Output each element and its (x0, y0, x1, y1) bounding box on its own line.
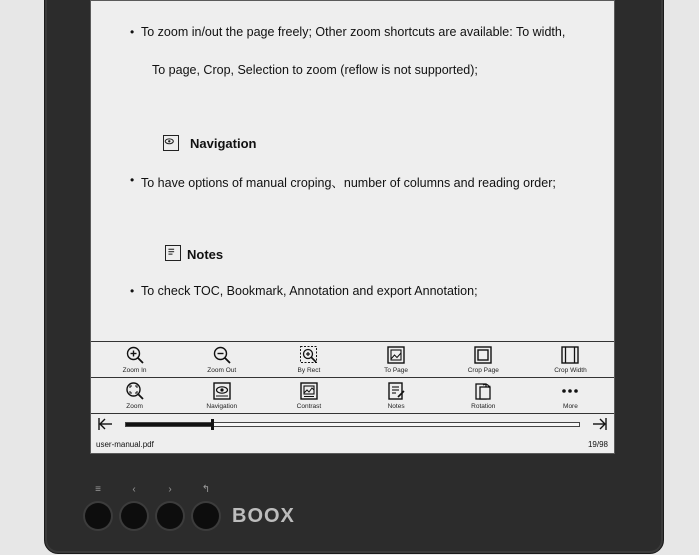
crop-page-label: Crop Page (467, 367, 499, 374)
navigation-button[interactable] (178, 378, 265, 413)
zoom-out-icon (212, 345, 232, 365)
main-toolbar (91, 377, 614, 413)
page-indicator: 19/98 (587, 440, 608, 449)
contrast-button[interactable] (265, 378, 352, 413)
crop-page-button[interactable] (440, 342, 527, 377)
crop-width-button[interactable] (527, 342, 614, 377)
menu-button[interactable] (85, 503, 111, 529)
progress-row (91, 413, 614, 435)
heading-navigation: Navigation (190, 136, 257, 151)
back-glyph: ↰ (201, 484, 211, 495)
zoom-in-button[interactable] (91, 342, 178, 377)
next-glyph: › (168, 484, 172, 495)
first-page-icon[interactable] (97, 417, 113, 434)
contrast-icon (299, 381, 319, 401)
page-progress-slider[interactable] (125, 422, 580, 427)
zoom-out-button[interactable] (178, 342, 265, 377)
bullet-zoom: • To zoom in/out the page freely; Other zoom shortcuts are available: To width, (141, 25, 565, 39)
to-page-button[interactable] (353, 342, 440, 377)
boox-logo: BOOX (232, 505, 295, 527)
more-label: More (563, 403, 578, 410)
next-button[interactable] (157, 503, 183, 529)
crop-width-icon (560, 345, 580, 365)
zoom-button[interactable] (91, 378, 178, 413)
navigation-icon (212, 381, 232, 401)
to-page-label: To Page (384, 367, 409, 374)
zoom-label: Zoom (126, 403, 143, 410)
file-name: user-manual.pdf (96, 440, 154, 449)
bullet-zoom-continued: To page, Crop, Selection to zoom (reflow is not supported); (152, 63, 478, 77)
status-bar (91, 437, 614, 454)
rotation-icon (473, 381, 493, 401)
progress-fill (126, 423, 212, 426)
progress-knob[interactable] (211, 419, 214, 430)
heading-notes: Notes (187, 247, 224, 262)
notes-button[interactable] (353, 378, 440, 413)
navigation-label: Navigation (206, 403, 238, 410)
navigation-heading-icon (163, 135, 179, 151)
crop-page-icon (473, 345, 493, 365)
rotation-button[interactable] (440, 378, 527, 413)
notes-label: Notes (387, 403, 405, 410)
menu-glyph: ≡ (95, 484, 101, 495)
contrast-label: Contrast (296, 403, 322, 410)
more-button[interactable] (527, 378, 614, 413)
prev-glyph: ‹ (132, 484, 136, 495)
rect-zoom-icon (299, 345, 319, 365)
bullet-navigation: • To have options of manual croping、number of columns and reading order; (141, 173, 556, 191)
zoom-icon (125, 381, 145, 401)
bullet-notes: • To check TOC, Bookmark, Annotation and export Annotation; (141, 284, 478, 298)
by-rect-button[interactable] (265, 342, 352, 377)
notes-icon (386, 381, 406, 401)
more-icon (560, 381, 580, 401)
last-page-icon[interactable] (592, 417, 608, 434)
document-page (91, 1, 614, 341)
by-rect-label: By Rect (297, 367, 321, 374)
back-button[interactable] (193, 503, 219, 529)
zoom-toolbar (91, 341, 614, 377)
screen (90, 0, 615, 454)
prev-button[interactable] (121, 503, 147, 529)
crop-width-label: Crop Width (554, 367, 587, 374)
fit-page-icon (386, 345, 406, 365)
notes-heading-icon (165, 245, 181, 261)
rotation-label: Rotation (471, 403, 496, 410)
zoom-out-label: Zoom Out (207, 367, 237, 374)
zoom-in-label: Zoom In (122, 367, 147, 374)
zoom-in-icon (125, 345, 145, 365)
